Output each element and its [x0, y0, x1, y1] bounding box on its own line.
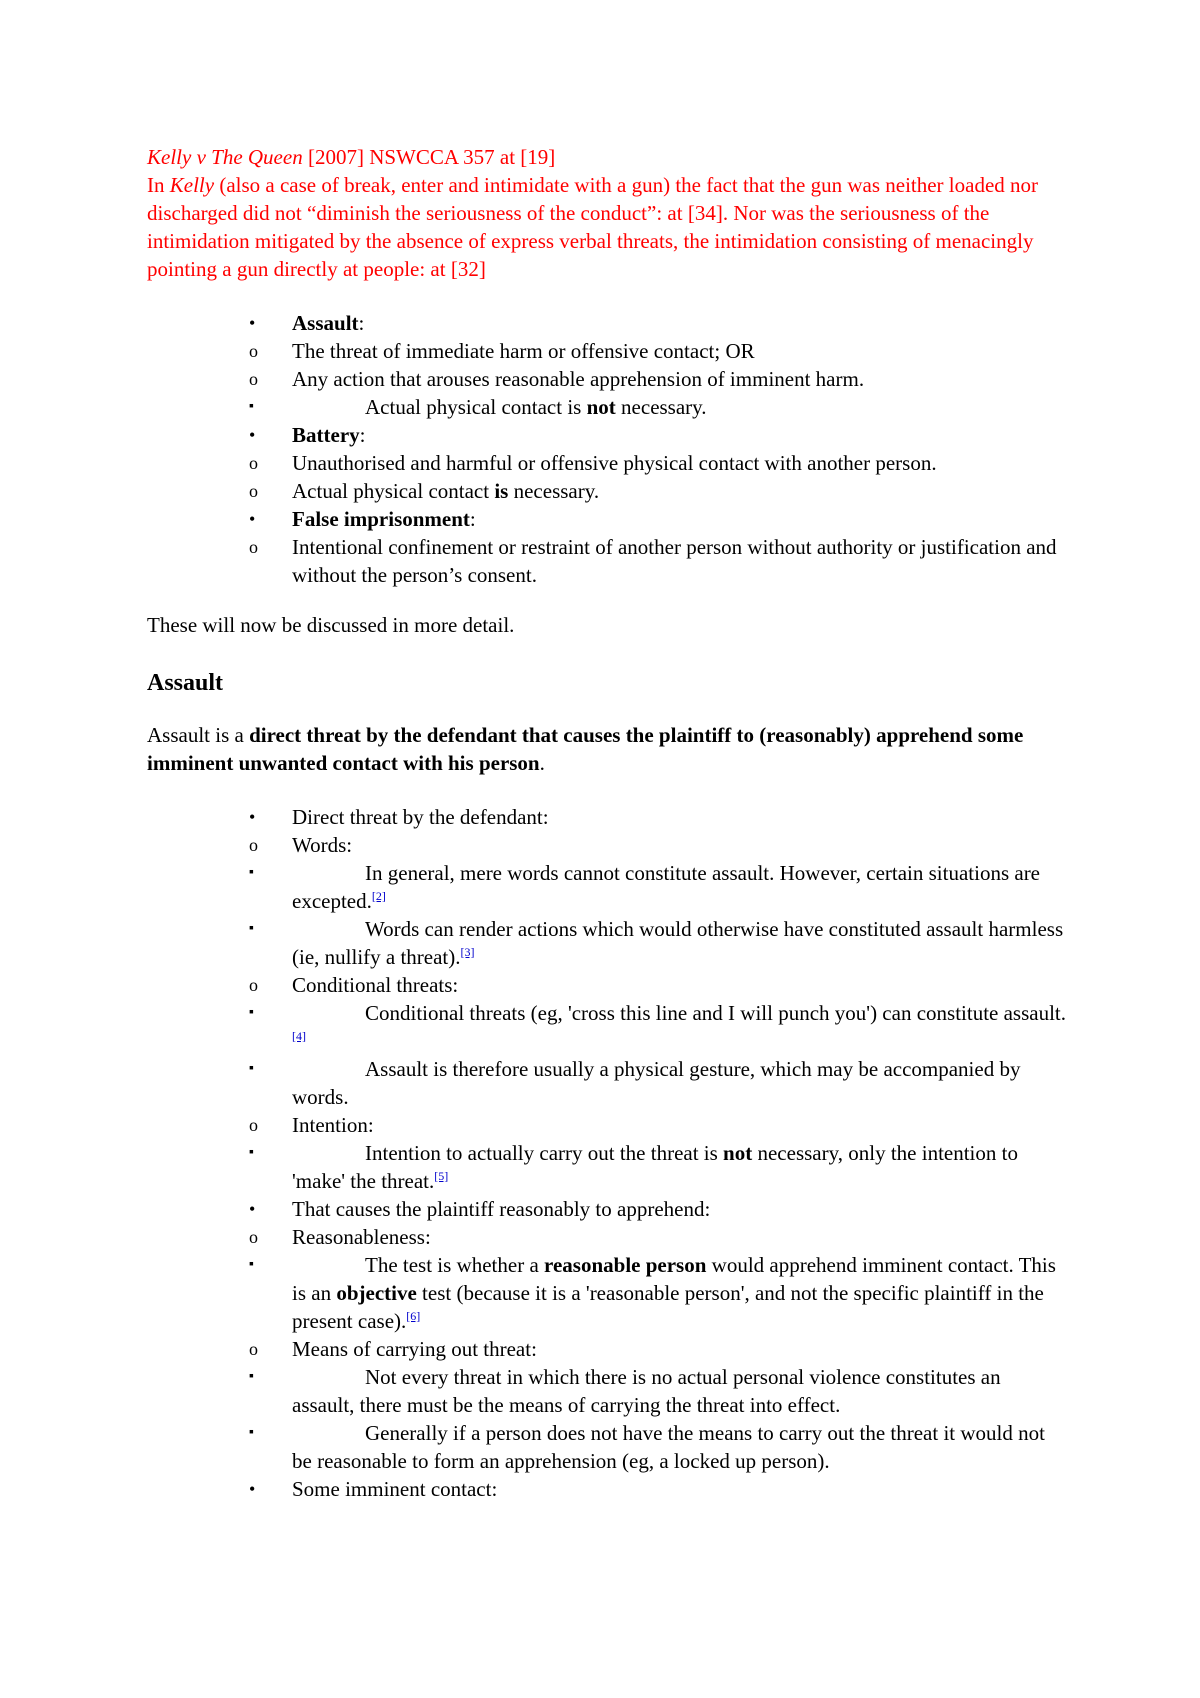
list-item-battery — [147, 421, 1067, 449]
battery-label: Battery — [292, 423, 360, 447]
text: necessary. — [508, 479, 600, 503]
text: Actual physical contact is — [365, 395, 587, 419]
colon: : — [358, 311, 365, 335]
text: . — [539, 751, 545, 775]
text: Conditional threats: — [292, 973, 459, 997]
footnote-link-3[interactable]: [3] — [460, 945, 475, 959]
square-marker: ▪ — [249, 1369, 254, 1384]
intro-paragraph: These will now be discussed in more detail. — [147, 613, 515, 637]
list-item — [147, 1363, 1067, 1419]
list-item-assault — [147, 309, 1067, 337]
summary-list — [147, 309, 1067, 589]
case-heading — [147, 143, 1067, 171]
text: Words: — [292, 833, 353, 857]
text: Intention: — [292, 1113, 374, 1137]
text: That causes the plaintiff reasonably to apprehend: — [292, 1197, 711, 1221]
circle-marker: o — [249, 453, 258, 473]
square-marker: ▪ — [249, 1257, 254, 1272]
false-imprisonment-item-1: Intentional confinement or restraint of another person without authority or justification and without the person’s consent. — [292, 535, 1057, 587]
text: test (because it is a 'reasonable person', and not the specific plaintiff in the present case). — [292, 1281, 1044, 1333]
list-item — [147, 803, 1067, 831]
text: Not every threat in which there is no actual personal violence constitutes an assault, there must be the means of carrying the threat into effect. — [292, 1365, 1001, 1417]
text-bold: is — [494, 479, 509, 503]
circle-marker: o — [249, 835, 258, 855]
footnote-link-6[interactable]: [6] — [406, 1309, 421, 1323]
assault-label: Assault — [292, 311, 359, 335]
square-marker: ▪ — [249, 921, 254, 936]
case-text-pre: In — [147, 173, 170, 197]
text: necessary. — [615, 395, 707, 419]
list-item — [147, 337, 1067, 365]
square-marker: ▪ — [249, 399, 254, 414]
text: Intention to actually carry out the threat is — [365, 1141, 724, 1165]
case-quote-block — [147, 143, 1067, 283]
assault-item-1: The threat of immediate harm or offensive contact; OR — [292, 339, 755, 363]
bullet-marker: • — [249, 425, 256, 445]
text-bold: reasonable person — [544, 1253, 707, 1277]
circle-marker: o — [249, 1227, 258, 1247]
circle-marker: o — [249, 369, 258, 389]
text: Actual physical contact — [292, 479, 495, 503]
circle-marker: o — [249, 1115, 258, 1135]
list-item — [147, 1335, 1067, 1363]
text-bold: not — [586, 395, 616, 419]
square-marker: ▪ — [249, 1061, 254, 1076]
bullet-marker: • — [249, 1199, 256, 1219]
list-item — [147, 1251, 1067, 1335]
bullet-marker: • — [249, 1479, 256, 1499]
square-marker: ▪ — [249, 865, 254, 880]
footnote-link-5[interactable]: [5] — [434, 1169, 449, 1183]
assault-list — [147, 803, 1067, 1503]
text: Words can render actions which would otherwise have constituted assault harmless (ie, nullify a threat). — [292, 917, 1064, 969]
text: Assault is a — [147, 723, 250, 747]
bullet-marker: • — [249, 807, 256, 827]
text: Generally if a person does not have the means to carry out the threat it would not be reasonable to form an apprehension (eg, a locked up person). — [292, 1421, 1045, 1473]
list-item-false-imprisonment — [147, 505, 1067, 533]
circle-marker: o — [249, 537, 258, 557]
battery-item-1: Unauthorised and harmful or offensive physical contact with another person. — [292, 451, 937, 475]
list-item — [147, 1419, 1067, 1475]
text: Means of carrying out threat: — [292, 1337, 537, 1361]
case-name: Kelly v The Queen — [147, 145, 303, 169]
list-item — [147, 971, 1067, 999]
list-item — [147, 449, 1067, 477]
circle-marker: o — [249, 341, 258, 361]
circle-marker: o — [249, 1339, 258, 1359]
text: The test is whether a — [365, 1253, 545, 1277]
list-item — [147, 1223, 1067, 1251]
colon: : — [359, 423, 366, 447]
text: In general, mere words cannot constitute assault. However, certain situations are excepted. — [292, 861, 1041, 913]
list-item — [147, 365, 1067, 393]
assault-definition — [147, 721, 1067, 777]
list-item — [147, 1111, 1067, 1139]
colon: : — [469, 507, 476, 531]
text-bold: direct threat by the defendant that causes the plaintiff to (reasonably) apprehend some imminent unwanted contact with his person — [147, 723, 1024, 775]
text: Reasonableness: — [292, 1225, 431, 1249]
list-item — [147, 915, 1067, 971]
document-page — [147, 143, 1067, 1503]
list-item — [147, 533, 1067, 589]
circle-marker: o — [249, 481, 258, 501]
assault-item-2: Any action that arouses reasonable apprehension of imminent harm. — [292, 367, 865, 391]
case-citation: [2007] NSWCCA 357 at [19] — [302, 145, 556, 169]
text: Assault is therefore usually a physical gesture, which may be accompanied by words. — [292, 1057, 1021, 1109]
text-bold: not — [723, 1141, 753, 1165]
square-marker: ▪ — [249, 1005, 254, 1020]
list-item — [147, 859, 1067, 915]
list-item — [147, 393, 1067, 421]
list-item — [147, 1139, 1067, 1195]
list-item — [147, 477, 1067, 505]
list-item — [147, 1475, 1067, 1503]
text: Conditional threats (eg, 'cross this line and I will punch you') can constitute assault. — [365, 1001, 1067, 1025]
case-paragraph — [147, 171, 1067, 283]
text-bold: objective — [336, 1281, 417, 1305]
bullet-marker: • — [249, 313, 256, 333]
footnote-link-4[interactable]: [4] — [292, 1029, 306, 1043]
text: Some imminent contact: — [292, 1477, 498, 1501]
list-item — [147, 831, 1067, 859]
circle-marker: o — [249, 975, 258, 995]
text: necessary, only the intention to 'make' the threat. — [292, 1141, 1018, 1193]
text: would apprehend imminent contact. This is an — [292, 1253, 1056, 1305]
case-text-name: Kelly — [169, 173, 215, 197]
list-item — [147, 1055, 1067, 1111]
list-item — [147, 1195, 1067, 1223]
footnote-link-2[interactable]: [2] — [371, 889, 386, 903]
bullet-marker: • — [249, 509, 256, 529]
square-marker: ▪ — [249, 1145, 254, 1160]
square-marker: ▪ — [249, 1425, 254, 1440]
section-heading-assault: Assault — [147, 670, 224, 696]
false-imprisonment-label: False imprisonment — [292, 507, 470, 531]
list-item — [147, 999, 1067, 1055]
case-text-rest: (also a case of break, enter and intimidate with a gun) the fact that the gun was neither loaded nor discharged did not “diminish the seriousness of the conduct”: at [34]. Nor was the seriousness of the intimidation mitigated by the absence of express verbal threats, the intimidation consisting of menacingly pointing a gun directly at people: at [32] — [147, 173, 1039, 281]
text: Direct threat by the defendant: — [292, 805, 549, 829]
